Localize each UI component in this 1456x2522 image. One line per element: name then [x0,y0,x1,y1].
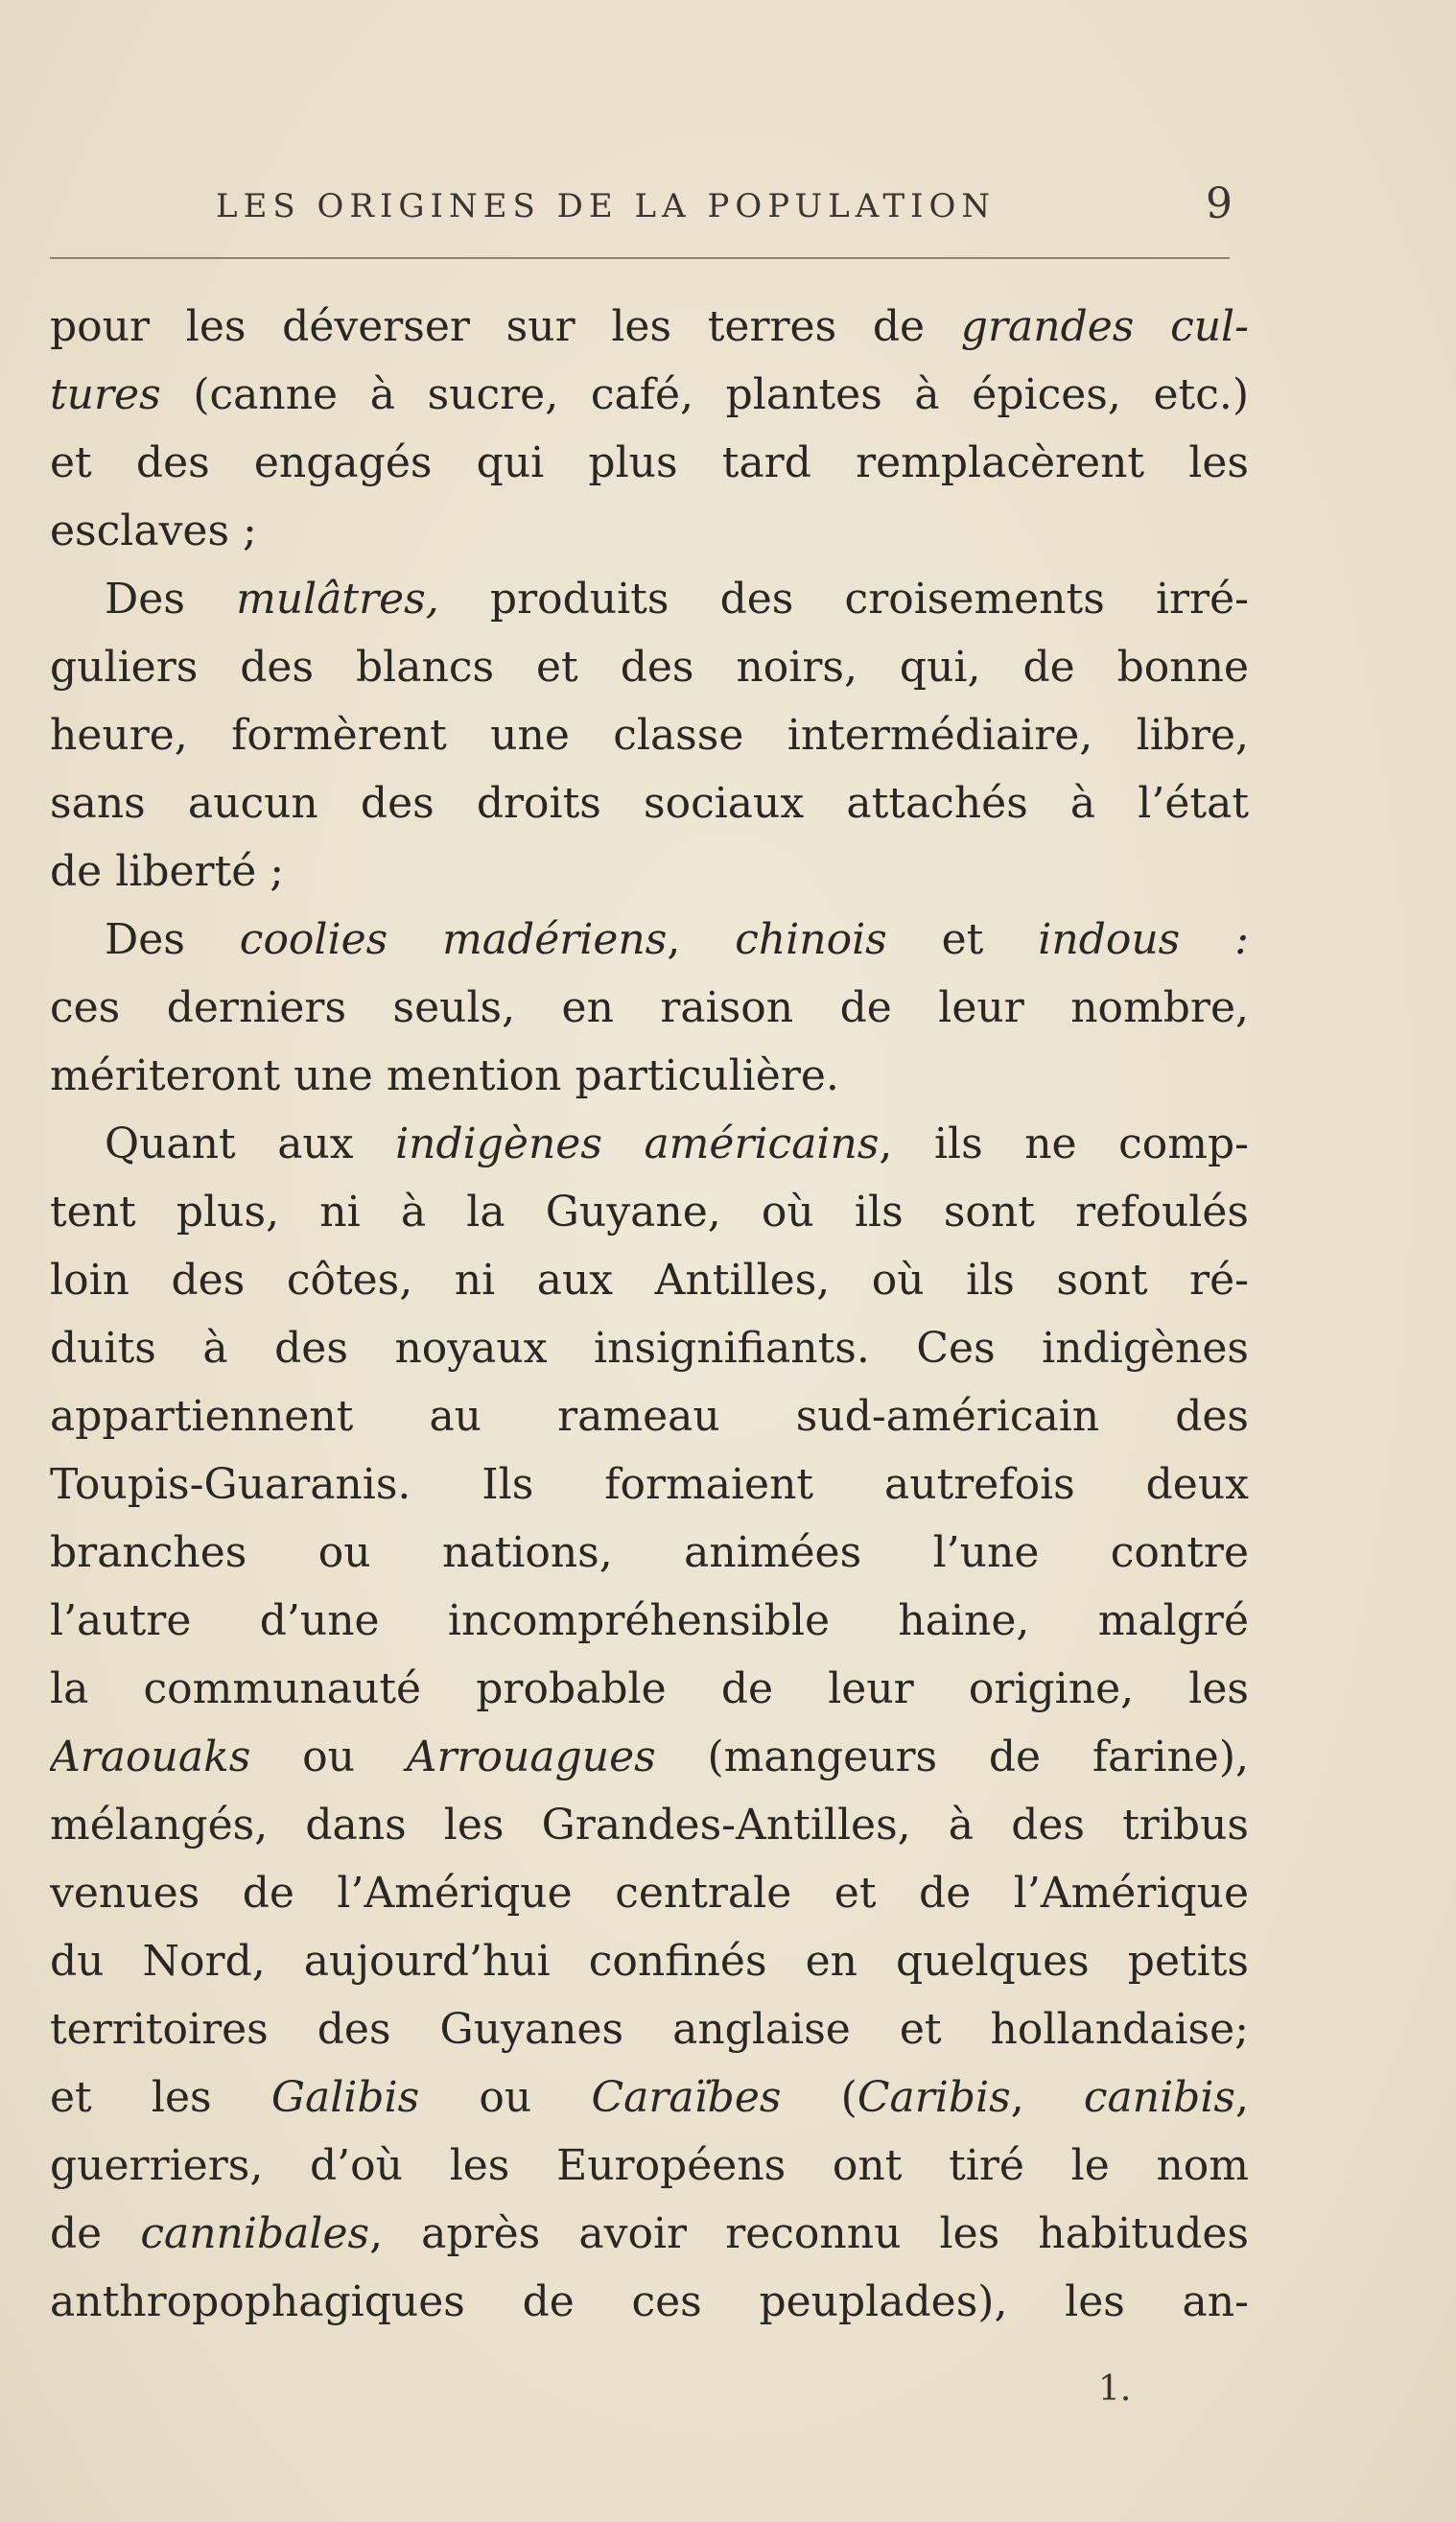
italic-text: Araouaks [50,1732,251,1781]
text-line [50,1655,1249,1723]
running-head: LES ORIGINES DE LA POPULATION [216,187,997,225]
text-line [50,1519,1249,1587]
text-line [50,2063,1249,2132]
italic-text: indous : [1038,915,1249,964]
text-run: , [667,915,736,964]
text-run: ( [781,2073,857,2122]
text-run: anthropophagiques de ces peuplades), les an- [50,2277,1249,2326]
text-run: venues de l’Amérique centrale et de l’Amérique [50,1869,1249,1918]
text-run: Toupis-Guaranis. Ils formaient autrefois deux [50,1460,1249,1509]
text-line [50,633,1249,701]
page-number: 9 [1206,179,1233,228]
text-run: , après avoir reconnu les habitudes [369,2209,1249,2258]
text-line [50,1791,1249,1859]
italic-text: grandes cul- [960,302,1249,351]
text-run: ou [419,2073,592,2122]
text-run: sans aucun des droits sociaux attachés à l’état [50,779,1249,828]
text-run: mélangés, dans les Grandes-Antilles, à des tribus [50,1801,1249,1850]
text-run: duits à des noyaux insignifiants. Ces indigènes [50,1324,1249,1373]
text-run: pour les déverser sur les terres de [50,302,961,351]
text-line [50,701,1249,769]
text-line [50,2200,1249,2268]
text-line [50,497,1249,565]
text-run: tent plus, ni à la Guyane, où ils sont refoulés [50,1188,1249,1237]
text-line [50,565,1249,633]
text-run: esclaves ; [50,507,257,555]
text-line [50,1450,1249,1519]
italic-text: Caribis [857,2073,1011,2122]
text-run: branches ou nations, animées l’une contre [50,1528,1249,1577]
italic-text: mulâtres, [236,575,439,624]
text-run: Quant aux [105,1120,396,1168]
italic-text: tures [50,370,161,419]
italic-text: Galibis [270,2073,420,2122]
text-run: , ils ne comp- [879,1120,1249,1168]
text-run: de [50,2209,141,2258]
text-line [50,974,1249,1042]
text-run: et les [50,2073,271,2122]
text-run: l’autre d’une incompréhensible haine, malgré [50,1596,1249,1645]
text-run: du Nord, aujourd’hui confinés en quelques petits [50,1937,1249,1986]
text-run: heure, formèrent une classe intermédiaire, libre, [50,711,1249,760]
text-line [50,1382,1249,1450]
text-line [50,1042,1249,1110]
text-line [50,2132,1249,2200]
text-line [50,1314,1249,1382]
header-rule [50,257,1230,259]
text-line [50,1859,1249,1927]
text-run: , [1010,2073,1084,2122]
text-run: de liberté ; [50,847,285,896]
italic-text: Caraïbes [591,2073,782,2122]
text-run: mériteront une mention particulière. [50,1051,839,1100]
text-run: Des [105,915,240,964]
text-line [50,1927,1249,1995]
body-text [50,293,1249,2336]
text-run: appartiennent au rameau sud-américain des [50,1392,1249,1441]
text-line [50,361,1249,429]
text-run: guliers des blancs et des noirs, qui, de bonne [50,643,1249,692]
page-header [216,177,1242,235]
text-line [50,429,1249,497]
text-run: territoires des Guyanes anglaise et hollandaise; [50,2005,1249,2054]
text-run: et des engagés qui plus tard remplacèrent les [50,438,1249,487]
signature-mark: 1. [1098,2369,1132,2409]
text-line [50,1995,1249,2063]
italic-text: Arrouagues [406,1732,656,1781]
text-line [50,293,1249,361]
text-line [50,1110,1249,1178]
text-run: produits des croisements irré- [438,575,1249,624]
text-line [50,2268,1249,2336]
text-run: et [886,915,1039,964]
text-line [50,1246,1249,1314]
text-run: la communauté probable de leur origine, les [50,1664,1249,1713]
italic-text: chinois [735,915,887,964]
text-run: (mangeurs de farine), [655,1732,1249,1781]
text-run: (canne à sucre, café, plantes à épices, etc.) [160,370,1249,419]
text-line [50,906,1249,974]
text-line [50,837,1249,906]
text-run: guerriers, d’où les Européens ont tiré le nom [50,2141,1249,2190]
text-run: Des [105,575,237,624]
text-run: loin des côtes, ni aux Antilles, où ils sont ré- [50,1256,1249,1305]
text-run: ou [250,1732,407,1781]
text-line [50,1723,1249,1791]
text-line [50,1587,1249,1655]
text-run: , [1235,2073,1249,2122]
italic-text: coolies madériens [239,915,668,964]
italic-text: canibis [1083,2073,1235,2122]
text-line [50,769,1249,837]
italic-text: cannibales [140,2209,370,2258]
text-run: ces derniers seuls, en raison de leur nombre, [50,983,1249,1032]
text-line [50,1178,1249,1246]
italic-text: indigènes américains [395,1120,880,1168]
